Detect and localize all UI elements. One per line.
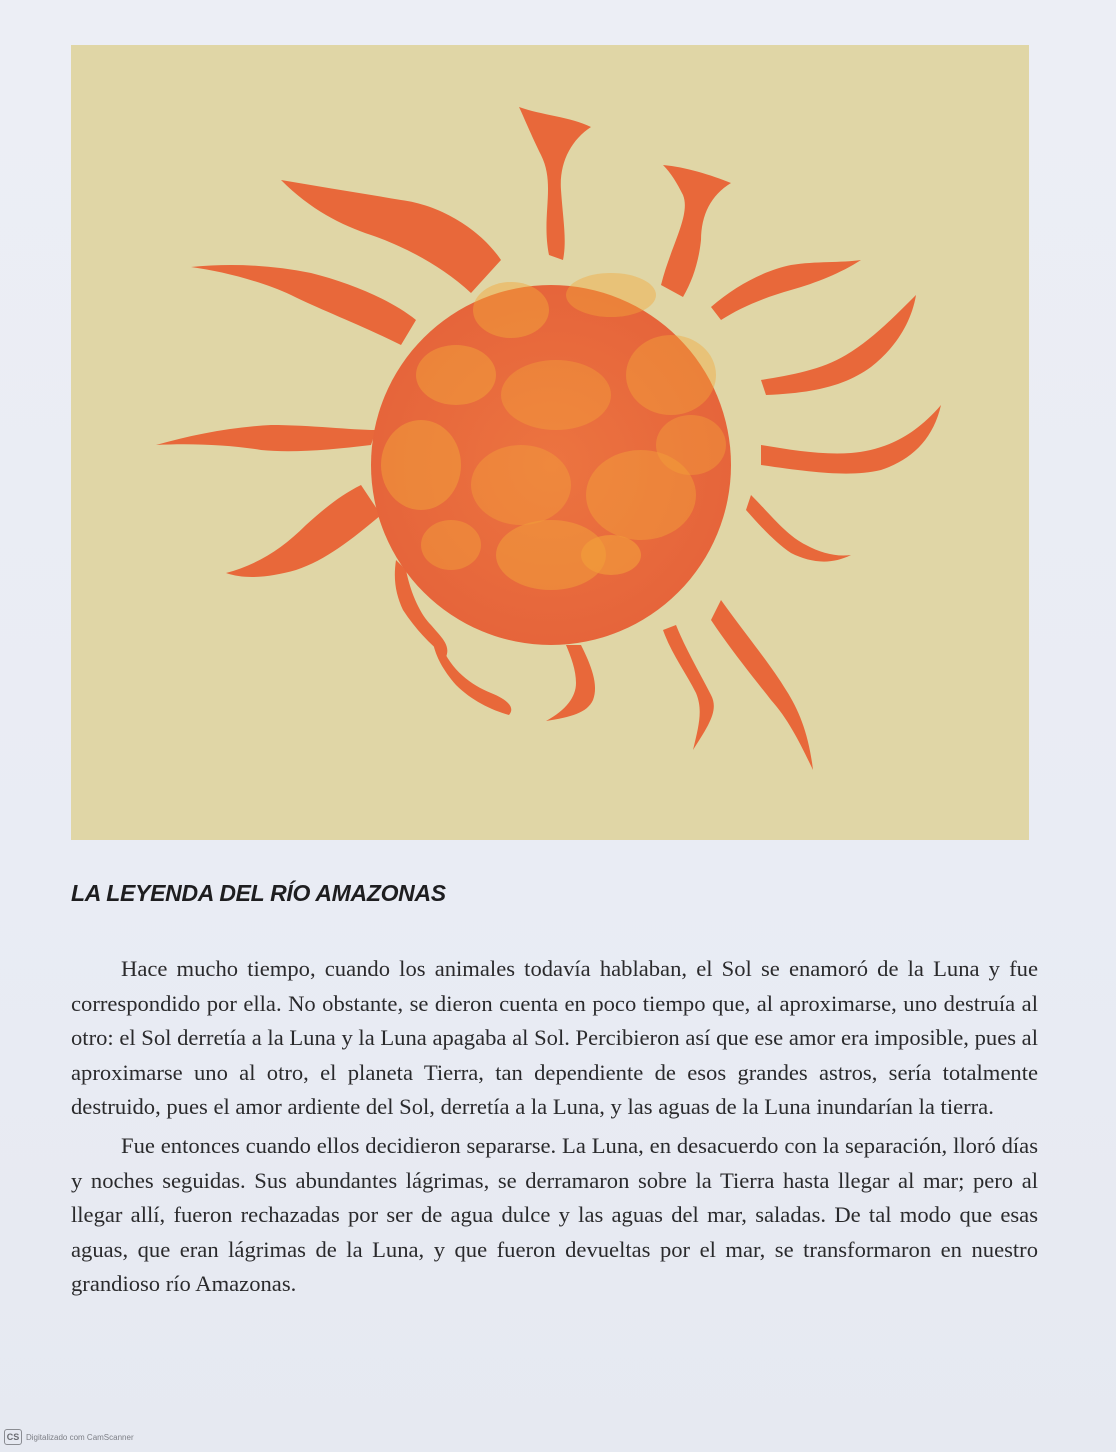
- watermark-text: Digitalizado com CamScanner: [26, 1432, 134, 1442]
- camscanner-logo-icon: CS: [4, 1429, 22, 1445]
- ray-left-upper: [191, 265, 416, 345]
- paragraph-2: Fue entonces cuando ellos decidieron separarse. La Luna, en desacuerdo con la separación, lloró días y noches seguidas. Sus abundantes lágrimas, se derramaron sobre la Tierra hasta llegar al mar; pero al llegar allí, fueron rechazadas por ser de agua dulce y las aguas del mar, saladas. De tal modo que esas aguas, que eran lágrimas de la Luna, y que fueron devueltas por el mar, se transformaron en nuestro grandioso río Amazonas.: [71, 1132, 1038, 1297]
- speckle-5: [626, 335, 716, 415]
- paragraph-1: Hace mucho tiempo, cuando los animales todavía hablaban, el Sol se enamoró de la Luna y fue correspondido por ella. No obstante, se dieron cuenta en poco tiempo que, al aproximarse, uno destruía al otro: el Sol derretía a la Luna y la Luna apagaba al Sol. Percibieron así que ese amor era imposible, pues al aproximarse uno al otro, el planeta Tierra, tan dependiente de esos grandes astros, sería totalmente destruido, pues el amor ardiente del Sol, derretía a la Luna, y las aguas de la Luna inundarían la tierra.: [71, 956, 1038, 1120]
- ray-right-upper: [711, 260, 861, 320]
- speckle-11: [656, 415, 726, 475]
- story-body: [71, 952, 1038, 1302]
- ray-top-1: [519, 107, 591, 260]
- sun-illustration: [71, 45, 1029, 840]
- speckle-12: [581, 535, 641, 575]
- ray-right-mid: [761, 295, 916, 395]
- ray-bottom-2: [663, 625, 714, 750]
- speckle-2: [566, 273, 656, 317]
- ray-right-mid-lower: [761, 405, 941, 474]
- ray-left-lower: [226, 485, 381, 577]
- speckle-3: [416, 345, 496, 405]
- ray-bottom-right: [711, 600, 813, 770]
- scanner-watermark: [4, 1429, 134, 1445]
- ray-right-lower: [746, 495, 851, 562]
- story-title: LA LEYENDA DEL RÍO AMAZONAS: [71, 880, 446, 906]
- speckle-1: [473, 282, 549, 338]
- speckle-4: [501, 360, 611, 430]
- ray-left-mid: [156, 425, 376, 451]
- ray-bottom-1: [546, 645, 595, 721]
- speckle-10: [421, 520, 481, 570]
- ray-bottom-left-2: [433, 643, 511, 715]
- speckle-6: [381, 420, 461, 510]
- speckle-7: [471, 445, 571, 525]
- ray-top-2: [661, 165, 731, 297]
- sun-drawing: [71, 45, 1029, 840]
